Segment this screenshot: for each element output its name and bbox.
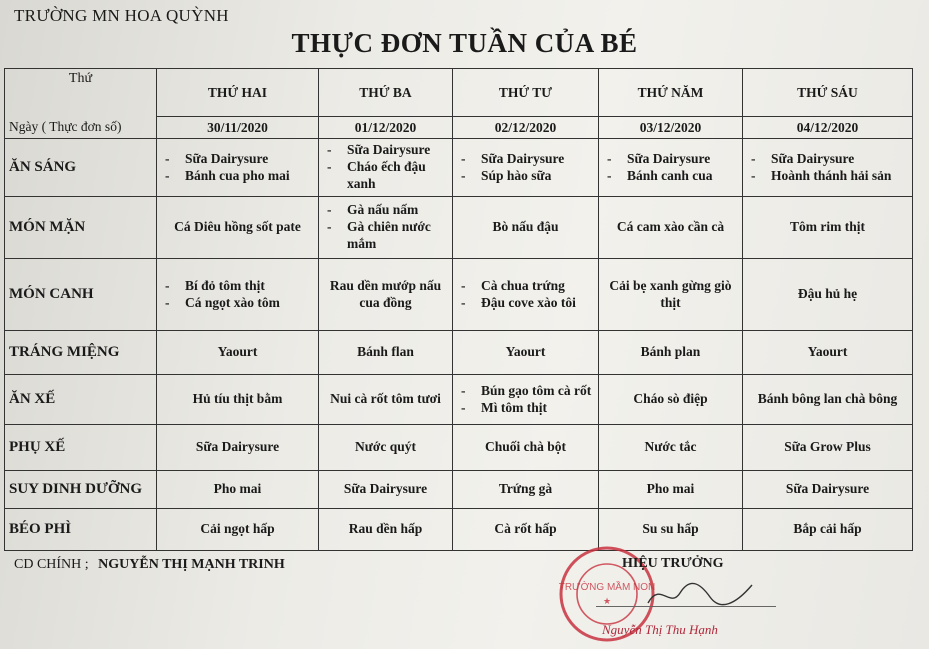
corner-date-label: Ngày ( Thực đơn số) (5, 117, 157, 139)
dish-item: Chuối chà bột (484, 439, 567, 455)
menu-body (5, 139, 913, 551)
menu-cell (319, 197, 453, 259)
dish-item: - Sữa Dairysure (607, 151, 738, 168)
dish-item: Rau dền mướp nấu cua đồng (329, 277, 442, 310)
menu-cell (599, 375, 743, 425)
dish-item: Nước quýt (355, 439, 416, 455)
dish-item: Đậu hủ hẹ (797, 286, 858, 302)
dish-item: Pho mai (646, 481, 695, 497)
menu-cell (157, 197, 319, 259)
dish-item: Cháo sò điệp (633, 391, 708, 407)
date-cell: 03/12/2020 (599, 117, 743, 139)
menu-cell (157, 259, 319, 331)
dish-item: - Sữa Dairysure (165, 151, 314, 168)
menu-cell (599, 331, 743, 375)
dish-item: Cải ngọt hấp (200, 521, 275, 537)
dish-list (457, 278, 594, 312)
dish-item: - Bánh cua pho mai (165, 168, 314, 185)
menu-row (5, 425, 913, 471)
menu-cell (599, 197, 743, 259)
date-cell: 01/12/2020 (319, 117, 453, 139)
meal-label: BÉO PHÌ (5, 509, 157, 551)
dish-item: Cá cam xào cần cà (616, 219, 725, 235)
dish-item: Cải bẹ xanh gừng giò thịt (609, 277, 732, 310)
meal-label: TRÁNG MIỆNG (5, 331, 157, 375)
dish-item: Cà rốt hấp (494, 521, 557, 537)
dish-list (457, 151, 594, 185)
dish-item: - Cháo ếch đậu xanh (327, 159, 448, 193)
day-header: THỨ SÁU (743, 69, 913, 117)
dish-list (161, 278, 314, 312)
dish-item: - Cá ngọt xào tôm (165, 295, 314, 312)
dish-item: Bánh flan (357, 344, 414, 360)
menu-cell (157, 509, 319, 551)
dish-item: - Bún gạo tôm cà rốt (461, 383, 594, 400)
dish-item: - Đậu cove xào tôi (461, 295, 594, 312)
meal-label: ĂN XẾ (5, 375, 157, 425)
date-cell: 04/12/2020 (743, 117, 913, 139)
dish-list (323, 202, 448, 253)
menu-row (5, 375, 913, 425)
dish-item: - Gà nấu nấm (327, 202, 448, 219)
dish-item: - Cà chua trứng (461, 278, 594, 295)
dish-list (323, 142, 448, 193)
menu-cell (599, 259, 743, 331)
dish-item: - Súp hào sữa (461, 168, 594, 185)
menu-cell (743, 425, 913, 471)
dish-item: Tôm rim thịt (790, 219, 865, 235)
dish-item: - Bánh canh cua (607, 168, 738, 185)
principal-title: HIỆU TRƯỞNG (622, 556, 724, 571)
meal-label: MÓN CANH (5, 259, 157, 331)
dish-item: - Hoành thánh hải sản (751, 168, 908, 185)
menu-cell (157, 331, 319, 375)
menu-cell (453, 197, 599, 259)
dish-item: Nui cà rốt tôm tươi (330, 391, 441, 407)
dish-list (603, 151, 738, 185)
dish-item: Sữa Dairysure (195, 439, 280, 455)
dish-item: Sữa Dairysure (785, 481, 870, 497)
menu-cell (319, 375, 453, 425)
menu-row (5, 139, 913, 197)
day-header-row (5, 69, 913, 117)
menu-cell (453, 375, 599, 425)
menu-cell (319, 425, 453, 471)
document-title: THỰC ĐƠN TUẦN CỦA BÉ (291, 28, 638, 58)
school-name: TRƯỜNG MN HOA QUỲNH (14, 6, 229, 25)
date-row (5, 117, 913, 139)
meal-label: SUY DINH DƯỠNG (5, 471, 157, 509)
svg-text:★: ★ (602, 596, 612, 606)
menu-row (5, 259, 913, 331)
menu-cell (157, 471, 319, 509)
menu-cell (453, 425, 599, 471)
menu-row (5, 471, 913, 509)
dish-item: Cá Diêu hồng sốt pate (174, 219, 301, 235)
menu-cell (319, 331, 453, 375)
dish-item: - Mì tôm thịt (461, 400, 594, 417)
date-cell: 30/11/2020 (157, 117, 319, 139)
dish-item: Yaourt (505, 344, 546, 360)
menu-cell (599, 139, 743, 197)
dish-item: Trứng gà (498, 481, 553, 497)
menu-row (5, 509, 913, 551)
menu-cell (319, 139, 453, 197)
day-header: THỨ NĂM (599, 69, 743, 117)
menu-cell (743, 259, 913, 331)
corner-day-label: Thứ (5, 69, 157, 117)
menu-cell (743, 197, 913, 259)
menu-cell (319, 509, 453, 551)
dish-item: Nước tắc (644, 439, 697, 455)
meal-label: PHỤ XẾ (5, 425, 157, 471)
dish-item: Bắp cải hấp (793, 521, 862, 537)
menu-cell (157, 139, 319, 197)
dish-item: - Sữa Dairysure (327, 142, 448, 159)
dish-item: Hủ tíu thịt bằm (192, 391, 283, 407)
menu-cell (599, 471, 743, 509)
cd-label: CD CHÍNH ; (14, 557, 89, 572)
dish-item: - Gà chiên nước mắm (327, 219, 448, 253)
menu-cell (157, 375, 319, 425)
dish-item: Su su hấp (642, 521, 699, 537)
dish-item: Bánh plan (640, 344, 701, 360)
dish-item: Pho mai (213, 481, 262, 497)
signature (640, 575, 760, 615)
dish-item: - Bí đỏ tôm thịt (165, 278, 314, 295)
menu-cell (453, 331, 599, 375)
menu-row (5, 331, 913, 375)
dish-item: Rau dền hấp (348, 521, 423, 537)
day-header: THỨ TƯ (453, 69, 599, 117)
dish-item: Sữa Dairysure (343, 481, 428, 497)
menu-cell (453, 259, 599, 331)
cd-chinh (14, 557, 285, 573)
menu-cell (453, 471, 599, 509)
meal-label: ĂN SÁNG (5, 139, 157, 197)
principal-name: Nguyễn Thị Thu Hạnh (602, 622, 718, 637)
menu-cell (319, 259, 453, 331)
dish-item: - Sữa Dairysure (461, 151, 594, 168)
dish-item: - Sữa Dairysure (751, 151, 908, 168)
menu-row (5, 197, 913, 259)
dish-item: Yaourt (217, 344, 258, 360)
meal-label: MÓN MẶN (5, 197, 157, 259)
dish-item: Bò nấu đậu (492, 219, 559, 235)
menu-cell (743, 509, 913, 551)
dish-list (747, 151, 908, 185)
dish-list (161, 151, 314, 185)
weekly-menu-table (4, 68, 913, 551)
dish-item: Bánh bông lan chà bông (757, 391, 898, 407)
menu-cell (319, 471, 453, 509)
day-header: THỨ BA (319, 69, 453, 117)
menu-cell (453, 139, 599, 197)
signature-line (596, 606, 776, 607)
dish-item: Yaourt (807, 344, 848, 360)
menu-cell (599, 425, 743, 471)
menu-cell (743, 375, 913, 425)
menu-cell (157, 425, 319, 471)
day-header: THỨ HAI (157, 69, 319, 117)
cd-name: NGUYỄN THỊ MẠNH TRINH (98, 557, 285, 572)
stamp-text: TRƯỜNG MẦM NON (558, 582, 656, 593)
dish-list (457, 383, 594, 417)
dish-item: Sữa Grow Plus (784, 439, 871, 455)
menu-cell (743, 331, 913, 375)
date-cell: 02/12/2020 (453, 117, 599, 139)
menu-cell (743, 471, 913, 509)
menu-cell (743, 139, 913, 197)
